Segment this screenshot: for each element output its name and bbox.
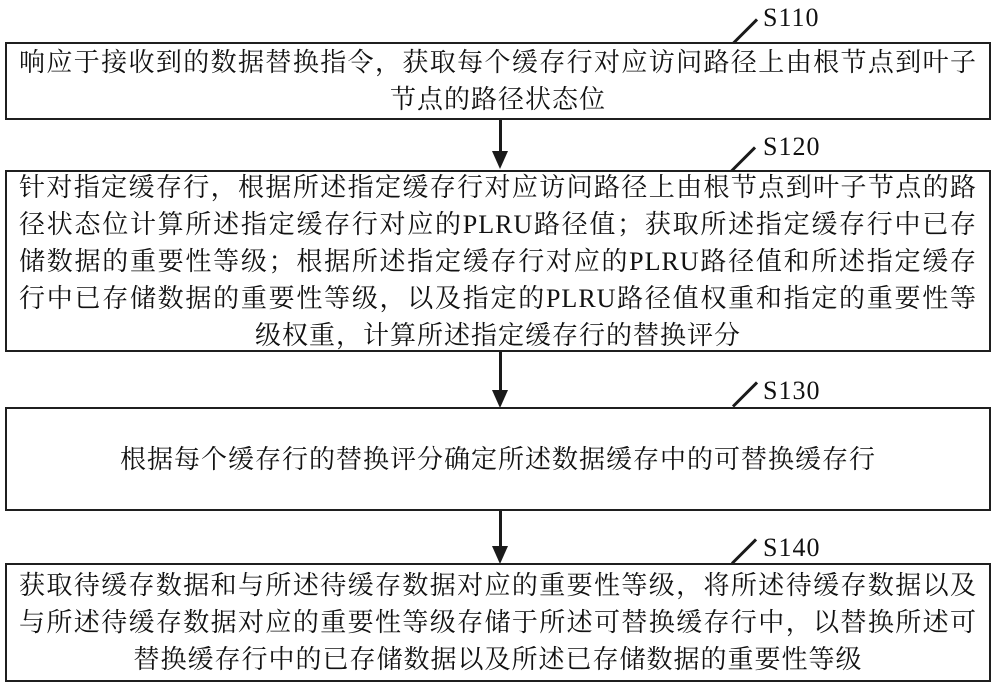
arrow-head-icon xyxy=(492,546,508,564)
leader-line-s140 xyxy=(731,538,757,564)
step-box-s140 xyxy=(5,563,991,682)
leader-line-s130 xyxy=(732,381,758,407)
step-ref-s130: S130 xyxy=(763,376,821,405)
step-text-s120: 针对指定缓存行，根据所述指定缓存行对应访问路径上由根节点到叶子节点的路径状态位计算所述指定缓存行对应的PLRU路径值；获取所述指定缓存行中已存储数据的重要性等级；根据所述指定缓存行对应的PLRU路径值和所述指定缓存行中已存储数据的重要性等级，以及指定的PLRU路径值权重和指定的重要性等级权重，计算所述指定缓存行的替换评分 xyxy=(19,172,977,350)
arrow-head-icon xyxy=(492,390,508,408)
step-ref-s110: S110 xyxy=(763,3,820,32)
arrow-head-icon xyxy=(492,151,508,169)
step-box-s110 xyxy=(5,42,991,120)
step-text-s140: 获取待缓存数据和与所述待缓存数据对应的重要性等级，将所述待缓存数据以及与所述待缓存数据对应的重要性等级存储于所述可替换缓存行中，以替换所述可替换缓存行中的已存储数据以及所述已存储数据的重要性等级 xyxy=(19,571,977,674)
flow-arrow-1 xyxy=(499,120,502,151)
leader-line-s110 xyxy=(732,18,758,44)
step-ref-s140: S140 xyxy=(763,533,821,562)
step-box-s130 xyxy=(5,407,991,511)
step-text-s110: 响应于接收到的数据替换指令，获取每个缓存行对应访问路径上由根节点到叶子节点的路径状态位 xyxy=(19,48,977,114)
flow-arrow-2 xyxy=(499,352,502,390)
step-box-s120 xyxy=(5,170,991,352)
step-ref-s120: S120 xyxy=(763,132,821,161)
step-text-s130: 根据每个缓存行的替换评分确定所述数据缓存中的可替换缓存行 xyxy=(119,444,876,474)
flow-arrow-3 xyxy=(499,511,502,546)
